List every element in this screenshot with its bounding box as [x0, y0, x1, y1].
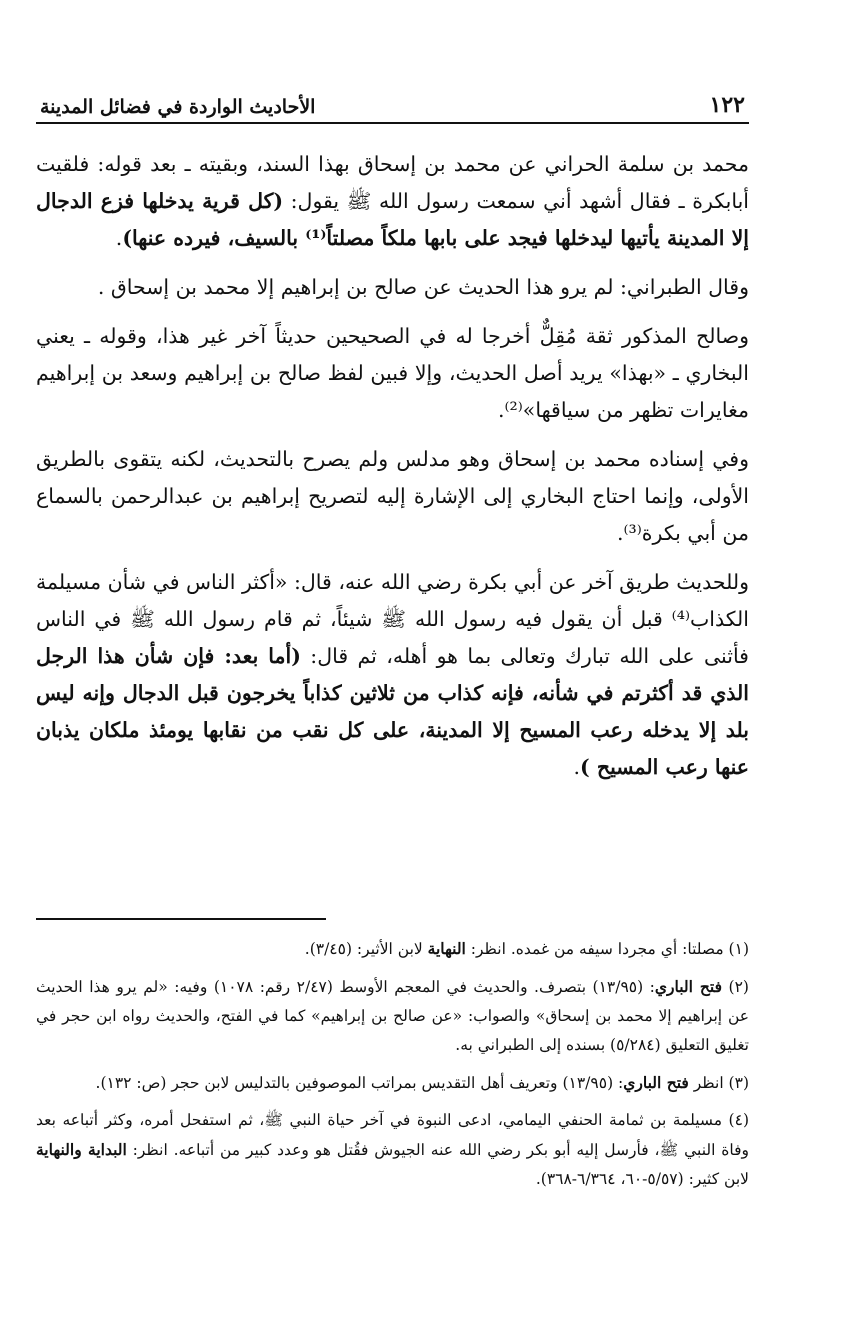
paragraph — [36, 564, 749, 786]
footnote-text: : (١٣/٩٥) وتعريف أهل التقديس بمراتب الموصوفين بالتدليس لابن حجر (ص: ١٣٢). — [95, 1074, 624, 1092]
body-text — [36, 146, 749, 786]
paragraph-text: محمد بن سلمة الحراني عن محمد بن إسحاق بهذا السند، وبقيته ـ بعد قوله: فلقيت أبابكرة ـ فقال أشهد أني سمعت رسول الله ﷺ يقول: — [36, 152, 749, 213]
footnote-text: (٤) مسيلمة بن ثمامة الحنفي اليمامي، ادعى النبوة في آخر حياة النبي ﷺ، ثم استفحل أمره، وكثر أتباعه بعد وفاة النبي ﷺ، فأرسل إليه أبو بكر رضي الله عنه الجيوش فقُتل هو وعدد كبير من أتباعه. انظر: — [36, 1111, 749, 1159]
footnotes — [36, 934, 749, 1202]
footnote-divider — [36, 918, 326, 920]
paragraph — [36, 318, 749, 429]
footnote-text: (١) مصلتا: أي مجردا سيفه من غمده. انظر: — [465, 940, 749, 958]
footnote-source: البداية والنهاية — [36, 1140, 127, 1159]
hadith-text: (كل قرية يدخلها فزع الدجال إلا المدينة يأتيها ليدخلها فيجد على بابها ملكاً مصلتاً⁽¹⁾ بالسيف، فيرده عنها) — [36, 189, 749, 250]
paragraph-text: وصالح المذكور ثقة مُقِلٌّ أخرجا له في الصحيحين حديثاً آخر غير هذا، وقوله ـ يعني البخاري ـ «بهذا» يريد أصل الحديث، وإلا فبين لفظ صالح بن إبراهيم وسعد بن إبراهيم مغايرات تظهر من سياقها»⁽²⁾. — [36, 324, 749, 422]
footnote-text: : (١٣/٩٥) بتصرف. والحديث في المعجم الأوسط (٢/٤٧ رقم: ١٠٧٨) وفيه: «لم يرو هذا الحديث عن إبراهيم إلا محمد بن إسحاق» والصواب: «عن صالح بن إبراهيم» كما في الفتح، والحديث رواه ابن حجر في تغليق التعليق (٥/٢٨٤) بسنده إلى الطبراني به. — [36, 978, 749, 1054]
book-page — [36, 80, 749, 798]
paragraph — [36, 441, 749, 552]
footnote — [36, 1068, 749, 1098]
footnote — [36, 1106, 749, 1194]
paragraph-text: وللحديث طريق آخر عن أبي بكرة رضي الله عنه، قال: «أكثر الناس في شأن مسيلمة الكذاب⁽⁴⁾ قبل أن يقول فيه رسول الله ﷺ شيئاً، ثم قام رسول الله ﷺ في الناس فأثنى على الله تبارك وتعالى بما هو أهله، ثم قال: — [36, 570, 749, 668]
paragraph — [36, 146, 749, 257]
paragraph-text: وقال الطبراني: لم يرو هذا الحديث عن صالح بن إبراهيم إلا محمد بن إسحاق . — [97, 275, 749, 299]
footnote-source: فتح الباري — [654, 977, 723, 996]
footnote-text: لابن كثير: (٥/٥٧-٦٠، ٦/٣٦٤-٣٦٨). — [535, 1170, 749, 1188]
paragraph-text: . — [573, 755, 580, 779]
footnote-text: لابن الأثير: (٣/٤٥). — [304, 940, 428, 958]
paragraph-text: . — [115, 226, 123, 250]
book-title: الأحاديث الواردة في فضائل المدينة — [40, 96, 316, 118]
page-number: ١٢٢ — [709, 92, 745, 118]
footnote-source: النهاية — [427, 939, 466, 958]
footnote — [36, 934, 749, 964]
footnote-text: (٢) — [722, 978, 749, 996]
hadith-text: (أما بعد: فإن شأن هذا الرجل الذي قد أكثرتم في شأنه، فإنه كذاب من ثلاثين كذاباً يخرجون قبل الدجال وإنه ليس بلد إلا يدخله رعب المسيح إلا المدينة، على كل نقب من نقابها يومئذ ملكان يذبان عنها رعب المسيح ) — [36, 644, 749, 779]
footnote-text: (٣) انظر — [688, 1074, 749, 1092]
running-header — [36, 80, 749, 124]
footnote — [36, 972, 749, 1060]
paragraph — [36, 269, 749, 306]
paragraph-text: وفي إسناده محمد بن إسحاق وهو مدلس ولم يصرح بالتحديث، لكنه يتقوى بالطريق الأولى، وإنما احتاج البخاري إلى الإشارة إليه لتصريح إبراهيم بن عبدالرحمن بالسماع من أبي بكرة⁽³⁾. — [36, 447, 749, 545]
footnote-source: فتح الباري — [623, 1073, 689, 1092]
